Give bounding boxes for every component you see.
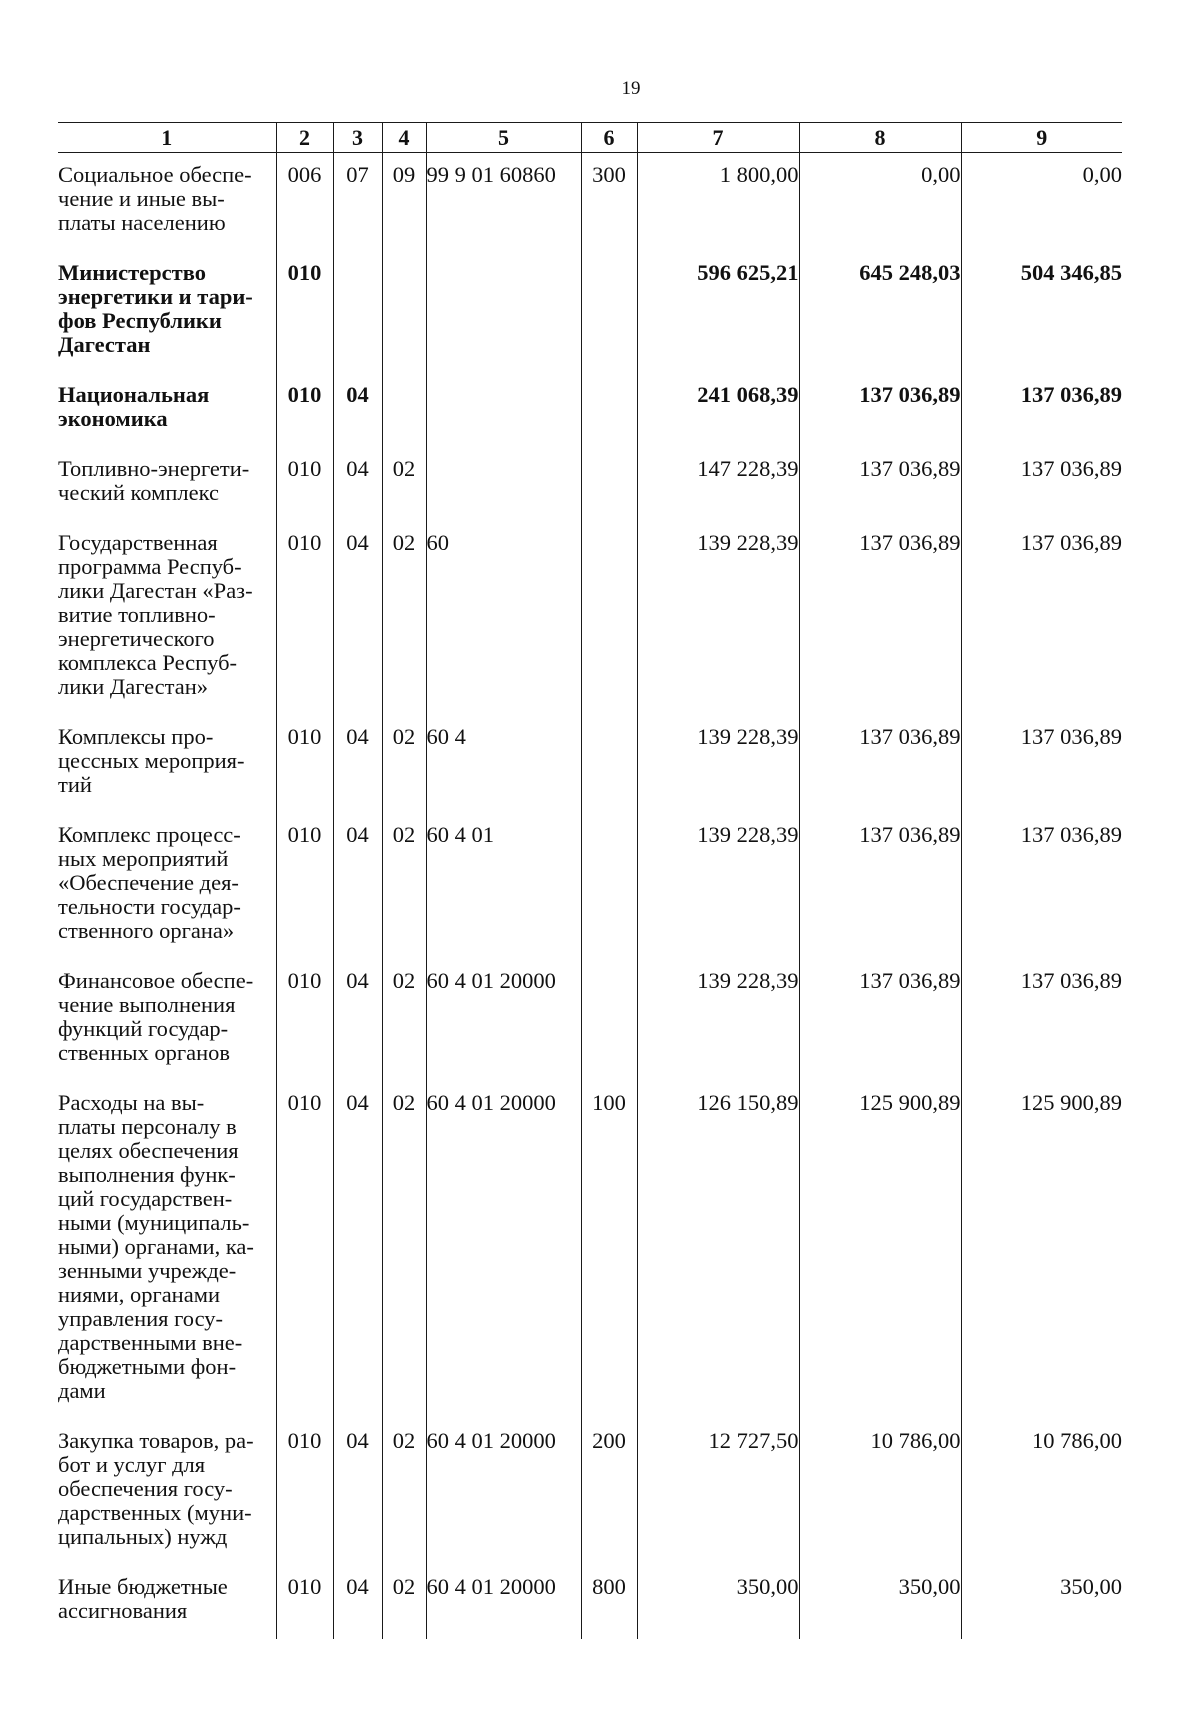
budget-table	[58, 122, 1122, 1639]
table-row	[58, 373, 1122, 447]
row-name-line: Дагестан	[58, 332, 151, 357]
column-header: 2	[276, 123, 333, 153]
target-article-cell: 60 4 01 20000	[426, 959, 581, 1081]
section-code-cell: 04	[333, 521, 382, 715]
expense-type-cell	[581, 521, 637, 715]
row-name-line: бот и услуг для	[58, 1452, 206, 1477]
column-header: 5	[426, 123, 581, 153]
row-name-cell	[58, 251, 276, 373]
row-name-line: энергетического	[58, 626, 215, 651]
ministry-code-cell: 006	[276, 153, 333, 252]
row-name-line: функций государ-	[58, 1016, 229, 1041]
row-name-line: ственного органа»	[58, 918, 235, 943]
row-name-cell	[58, 373, 276, 447]
ministry-code-cell: 010	[276, 1419, 333, 1565]
page-number: 19	[621, 78, 641, 99]
row-name-line: экономика	[58, 406, 168, 431]
ministry-code-cell: 010	[276, 521, 333, 715]
subsection-code-cell: 02	[382, 447, 426, 521]
column-header: 7	[637, 123, 799, 153]
column-header: 9	[961, 123, 1122, 153]
row-name-line: цессных мероприя-	[58, 748, 245, 773]
amount-col7-cell: 596 625,21	[637, 251, 799, 373]
row-name-cell	[58, 447, 276, 521]
row-name-line: Расходы на вы-	[58, 1090, 205, 1115]
amount-col7-cell: 12 727,50	[637, 1419, 799, 1565]
amount-col8-cell: 137 036,89	[799, 447, 961, 521]
target-article-cell	[426, 447, 581, 521]
row-name-line: платы населению	[58, 210, 226, 235]
amount-col8-cell: 10 786,00	[799, 1419, 961, 1565]
row-name-line: ственных органов	[58, 1040, 231, 1065]
target-article-cell: 60 4 01 20000	[426, 1565, 581, 1639]
amount-col8-cell: 137 036,89	[799, 521, 961, 715]
target-article-cell: 60	[426, 521, 581, 715]
subsection-code-cell: 02	[382, 1565, 426, 1639]
row-name-cell	[58, 715, 276, 813]
target-article-cell: 99 9 01 60860	[426, 153, 581, 252]
amount-col9-cell: 0,00	[961, 153, 1122, 252]
section-code-cell: 04	[333, 813, 382, 959]
amount-col9-cell: 10 786,00	[961, 1419, 1122, 1565]
row-name-line: ных мероприятий	[58, 846, 229, 871]
column-header: 6	[581, 123, 637, 153]
section-code-cell: 07	[333, 153, 382, 252]
expense-type-cell	[581, 373, 637, 447]
amount-col9-cell: 137 036,89	[961, 521, 1122, 715]
subsection-code-cell: 02	[382, 715, 426, 813]
column-header: 3	[333, 123, 382, 153]
ministry-code-cell: 010	[276, 959, 333, 1081]
amount-col7-cell: 241 068,39	[637, 373, 799, 447]
table-row	[58, 521, 1122, 715]
row-name-cell	[58, 813, 276, 959]
table-row	[58, 153, 1122, 252]
section-code-cell	[333, 251, 382, 373]
target-article-cell: 60 4 01 20000	[426, 1419, 581, 1565]
section-code-cell: 04	[333, 715, 382, 813]
row-name-line: тельности государ-	[58, 894, 241, 919]
amount-col8-cell: 350,00	[799, 1565, 961, 1639]
section-code-cell: 04	[333, 1419, 382, 1565]
row-name-line: ниями, органами	[58, 1282, 220, 1307]
row-name-line: ческий комплекс	[58, 480, 219, 505]
amount-col8-cell: 137 036,89	[799, 813, 961, 959]
table-row	[58, 813, 1122, 959]
row-name-line: выполнения функ-	[58, 1162, 236, 1187]
ministry-code-cell: 010	[276, 715, 333, 813]
section-code-cell: 04	[333, 1081, 382, 1419]
section-code-cell: 04	[333, 373, 382, 447]
amount-col8-cell: 137 036,89	[799, 959, 961, 1081]
ministry-code-cell: 010	[276, 813, 333, 959]
table-row	[58, 447, 1122, 521]
expense-type-cell	[581, 959, 637, 1081]
amount-col9-cell: 504 346,85	[961, 251, 1122, 373]
expense-type-cell: 200	[581, 1419, 637, 1565]
subsection-code-cell: 02	[382, 521, 426, 715]
amount-col9-cell: 350,00	[961, 1565, 1122, 1639]
row-name-line: дами	[58, 1378, 106, 1403]
row-name-line: Комплекс процесс-	[58, 822, 241, 847]
amount-col9-cell: 137 036,89	[961, 959, 1122, 1081]
amount-col9-cell: 137 036,89	[961, 813, 1122, 959]
row-name-line: ципальных) нужд	[58, 1524, 228, 1549]
expense-type-cell	[581, 251, 637, 373]
subsection-code-cell: 02	[382, 1081, 426, 1419]
row-name-line: дарственных (муни-	[58, 1500, 252, 1525]
target-article-cell	[426, 251, 581, 373]
table-row	[58, 1565, 1122, 1639]
table-row	[58, 1419, 1122, 1565]
row-name-line: ассигнования	[58, 1598, 188, 1623]
amount-col8-cell: 137 036,89	[799, 715, 961, 813]
amount-col7-cell: 126 150,89	[637, 1081, 799, 1419]
row-name-line: ций государствен-	[58, 1186, 233, 1211]
column-header: 4	[382, 123, 426, 153]
table-row	[58, 715, 1122, 813]
table-row	[58, 959, 1122, 1081]
subsection-code-cell: 09	[382, 153, 426, 252]
row-name-cell	[58, 1419, 276, 1565]
subsection-code-cell: 02	[382, 1419, 426, 1565]
row-name-line: комплекса Респуб-	[58, 650, 238, 675]
row-name-line: тий	[58, 772, 92, 797]
row-name-line: ными (муниципаль-	[58, 1210, 250, 1235]
target-article-cell: 60 4	[426, 715, 581, 813]
target-article-cell	[426, 373, 581, 447]
expense-type-cell	[581, 813, 637, 959]
amount-col9-cell: 125 900,89	[961, 1081, 1122, 1419]
amount-col7-cell: 1 800,00	[637, 153, 799, 252]
row-name-line: Социальное обеспе-	[58, 162, 252, 187]
row-name-line: лики Дагестан «Раз-	[58, 578, 253, 603]
column-header: 8	[799, 123, 961, 153]
amount-col7-cell: 350,00	[637, 1565, 799, 1639]
amount-col7-cell: 139 228,39	[637, 521, 799, 715]
row-name-line: Закупка товаров, ра-	[58, 1428, 254, 1453]
row-name-line: чение и иные вы-	[58, 186, 225, 211]
column-header: 1	[58, 123, 276, 153]
ministry-code-cell: 010	[276, 447, 333, 521]
target-article-cell: 60 4 01	[426, 813, 581, 959]
amount-col7-cell: 139 228,39	[637, 715, 799, 813]
amount-col7-cell: 147 228,39	[637, 447, 799, 521]
amount-col8-cell: 125 900,89	[799, 1081, 961, 1419]
row-name-line: Министерство	[58, 260, 206, 285]
row-name-line: Государственная	[58, 530, 218, 555]
subsection-code-cell: 02	[382, 813, 426, 959]
row-name-line: витие топливно-	[58, 602, 216, 627]
amount-col8-cell: 137 036,89	[799, 373, 961, 447]
row-name-line: Национальная	[58, 382, 210, 407]
expense-type-cell: 300	[581, 153, 637, 252]
section-code-cell: 04	[333, 1565, 382, 1639]
expense-type-cell: 800	[581, 1565, 637, 1639]
row-name-line: дарственными вне-	[58, 1330, 243, 1355]
subsection-code-cell	[382, 373, 426, 447]
section-code-cell: 04	[333, 447, 382, 521]
subsection-code-cell	[382, 251, 426, 373]
subsection-code-cell: 02	[382, 959, 426, 1081]
section-code-cell: 04	[333, 959, 382, 1081]
ministry-code-cell: 010	[276, 251, 333, 373]
row-name-cell	[58, 521, 276, 715]
row-name-cell	[58, 153, 276, 252]
row-name-line: обеспечения госу-	[58, 1476, 233, 1501]
row-name-line: целях обеспечения	[58, 1138, 239, 1163]
table-body	[58, 153, 1122, 1640]
expense-type-cell	[581, 715, 637, 813]
row-name-line: лики Дагестан»	[58, 674, 209, 699]
row-name-line: бюджетными фон-	[58, 1354, 237, 1379]
row-name-cell	[58, 959, 276, 1081]
amount-col9-cell: 137 036,89	[961, 715, 1122, 813]
row-name-line: энергетики и тари-	[58, 284, 253, 309]
row-name-line: Комплексы про-	[58, 724, 214, 749]
ministry-code-cell: 010	[276, 373, 333, 447]
amount-col8-cell: 645 248,03	[799, 251, 961, 373]
amount-col9-cell: 137 036,89	[961, 373, 1122, 447]
row-name-line: платы персоналу в	[58, 1114, 237, 1139]
row-name-line: программа Респуб-	[58, 554, 242, 579]
expense-type-cell: 100	[581, 1081, 637, 1419]
row-name-cell	[58, 1565, 276, 1639]
row-name-line: ными) органами, ка-	[58, 1234, 254, 1259]
ministry-code-cell: 010	[276, 1565, 333, 1639]
row-name-line: Топливно-энергети-	[58, 456, 250, 481]
table-header-row	[58, 123, 1122, 153]
row-name-line: Иные бюджетные	[58, 1574, 228, 1599]
row-name-line: Финансовое обеспе-	[58, 968, 254, 993]
row-name-cell	[58, 1081, 276, 1419]
amount-col7-cell: 139 228,39	[637, 959, 799, 1081]
row-name-line: чение выполнения	[58, 992, 236, 1017]
row-name-line: «Обеспечение дея-	[58, 870, 239, 895]
row-name-line: фов Республики	[58, 308, 222, 333]
row-name-line: зенными учрежде-	[58, 1258, 237, 1283]
amount-col7-cell: 139 228,39	[637, 813, 799, 959]
amount-col9-cell: 137 036,89	[961, 447, 1122, 521]
table-row	[58, 251, 1122, 373]
amount-col8-cell: 0,00	[799, 153, 961, 252]
table-row	[58, 1081, 1122, 1419]
ministry-code-cell: 010	[276, 1081, 333, 1419]
expense-type-cell	[581, 447, 637, 521]
row-name-line: управления госу-	[58, 1306, 224, 1331]
target-article-cell: 60 4 01 20000	[426, 1081, 581, 1419]
